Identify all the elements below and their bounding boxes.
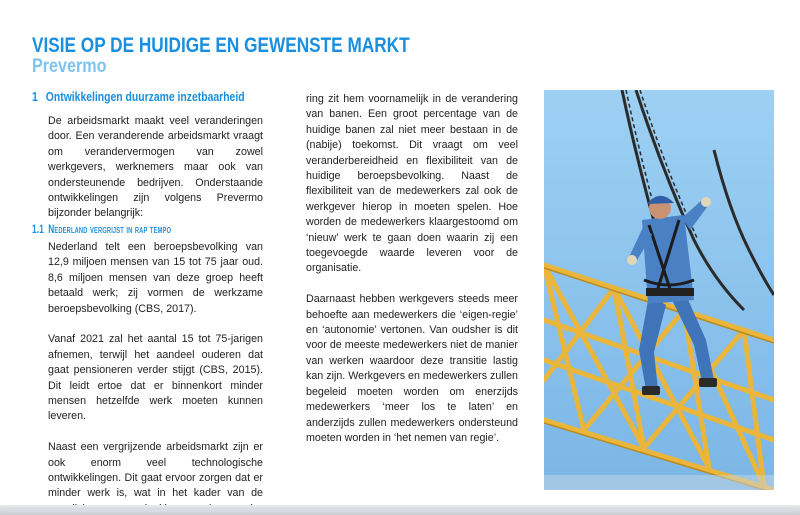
intro-paragraph: De arbeidsmarkt maakt veel veranderingen door. Een veranderende arbeidsmarkt vraagt om verandervermogen van zowel werkgevers, werknemers maar ook van ondersteunende bedrijven. Onderstaande ontwikkelingen zijn volgens Prevermo bijzonder belangrijk: [48, 115, 263, 220]
page-title: VISIE OP DE HUIDIGE EN GEWENSTE MARKT [32, 34, 410, 57]
left-column-text [48, 240, 263, 515]
crane-worker-photo [544, 90, 774, 490]
bottom-bar-track [8, 508, 792, 512]
bottom-scroll-bar [0, 505, 800, 515]
paragraph: ring zit hem voornamelijk in de verandering van banen. Een groot percentage van de huidige banen zal niet meer bestaan in de (nabije) toekomst. Dit vraagt om veel veranderbereidheid en flexibiliteit van de huidige beroepsbevolking. Naast de flexibiliteit van de medewerkers zal ook de werkgever hierop in moeten spelen. Hoe worden de medewerkers klaargestoomd om ‘nieuw’ werk te gaan doen waarin zij een toegevoegde waarde leveren voor de organisatie. [306, 93, 518, 275]
middle-column-text [306, 92, 518, 446]
subsection-heading-1-1 [32, 224, 171, 236]
paragraph: Vanaf 2021 zal het aantal 15 tot 75-jarigen afnemen, terwijl het aandeel ouderen dat gaat pensioneren verder stijgt (CBS, 2015). Dit leidt ertoe dat er binnenkort minder mensen hetzelfde werk moeten kunnen leveren. [48, 333, 263, 423]
paragraph: Naast een vergrijzende arbeidsmarkt zijn er ook enorm veel technologische ontwikkelingen. Dit gaat ervoor zorgen dat er minder werk is, wat in het kader van de [48, 441, 263, 500]
section-heading-1 [32, 89, 245, 104]
subsection-title: Nederland vergrijst in rap tempo [48, 224, 172, 236]
photo-illustration [544, 90, 774, 490]
section-title: Ontwikkelingen duurzame inzetbaarheid [45, 89, 245, 104]
paragraph: Daarnaast hebben werkgevers steeds meer behoefte aan medewerkers die ‘eigen-regie’ en ‘autonomie’ vertonen. Van oudsher is dit voor de meeste medewerkers niet de manier van werken waardoor deze transitie lastig kan zijn. Werkgevers en medewerkers zullen begeleid moeten worden om enerzijds medewerkers ‘meer los te laten’ en anderzijds zullen medewerkers ondersteund moeten worden in ‘het nemen van regie’. [306, 293, 518, 444]
section-number: 1 [32, 89, 38, 104]
subsection-number: 1.1 [32, 224, 44, 236]
intro-paragraph-block [48, 114, 263, 222]
paragraph: Nederland telt een beroepsbevolking van 12,9 miljoen mensen van 15 tot 75 jaar oud. 8,6 miljoen mensen van deze groep heeft betaald werk; zij vormen de werkzame beroepsbevolking (CBS, 2017). [48, 241, 263, 315]
page-subtitle: Prevermo [32, 56, 107, 77]
